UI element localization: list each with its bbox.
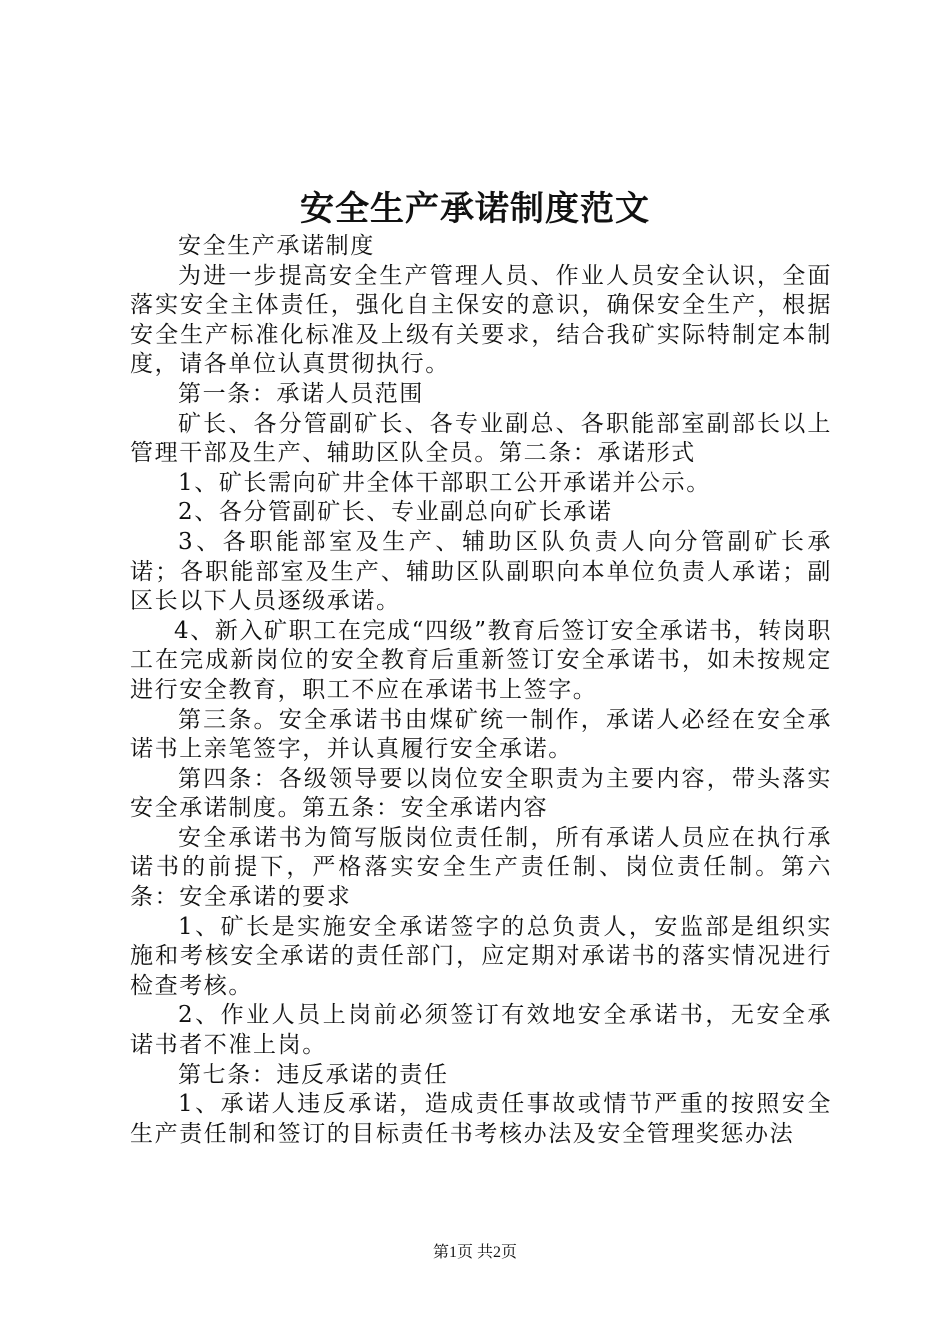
paragraph-article-3: 第三条。安全承诺书由煤矿统一制作，承诺人必经在安全承诺书上亲笔签字，并认真履行安全承诺。 <box>130 706 832 763</box>
paragraph-item-4: 4、新入矿职工在完成“四级”教育后签订安全承诺书，转岗职工在完成新岗位的安全教育后重新签订安全承诺书，如未按规定进行安全教育，职工不应在承诺书上签字。 <box>130 617 832 703</box>
paragraph-requirement-1: 1、矿长是实施安全承诺签字的总负责人，安监部是组织实施和考核安全承诺的责任部门，应定期对承诺书的落实情况进行检查考核。 <box>130 913 832 999</box>
paragraph-article-4: 第四条：各级领导要以岗位安全职责为主要内容，带头落实安全承诺制度。第五条：安全承诺内容 <box>130 765 832 822</box>
paragraph-item-3: 3、各职能部室及生产、辅助区队负责人向分管副矿长承诺；各职能部室及生产、辅助区队副职向本单位负责人承诺；副区长以下人员逐级承诺。 <box>130 528 832 615</box>
paragraph-article-7-item-1: 1、承诺人违反承诺，造成责任事故或情节严重的按照安全生产责任制和签订的目标责任书考核办法及安全管理奖惩办法 <box>130 1091 832 1147</box>
paragraph-requirement-2: 2、作业人员上岗前必须签订有效地安全承诺书，无安全承诺书者不准上岗。 <box>130 1002 832 1059</box>
paragraph-intro: 为进一步提高安全生产管理人员、作业人员安全认识，全面落实安全主体责任，强化自主保安的意识，确保安全生产，根据安全生产标准化标准及上级有关要求，结合我矿实际特制定本制度，请各单位认真贯彻执行。 <box>130 262 832 378</box>
page-number-footer: 第1页 共2页 <box>432 1244 517 1261</box>
paragraph-item-2: 2、各分管副矿长、专业副总向矿长承诺 <box>178 499 613 526</box>
paragraph-article-1-body: 矿长、各分管副矿长、各专业副总、各职能部室副部长以上管理干部及生产、辅助区队全员。第二条：承诺形式 <box>130 410 832 467</box>
document-body <box>130 232 832 1149</box>
paragraph-subtitle: 安全生产承诺制度 <box>178 233 375 259</box>
paragraph-article-1-heading: 第一条：承诺人员范围 <box>178 380 424 407</box>
paragraph-article-7-heading: 第七条：违反承诺的责任 <box>178 1061 449 1088</box>
document-title: 安全生产承诺制度范文 <box>300 189 650 229</box>
paragraph-item-1: 1、矿长需向矿井全体干部职工公开承诺并公示。 <box>178 469 711 496</box>
paragraph-commitment-content: 安全承诺书为简写版岗位责任制，所有承诺人员应在执行承诺书的前提下，严格落实安全生产责任制、岗位责任制。第六条：安全承诺的要求 <box>130 824 832 911</box>
